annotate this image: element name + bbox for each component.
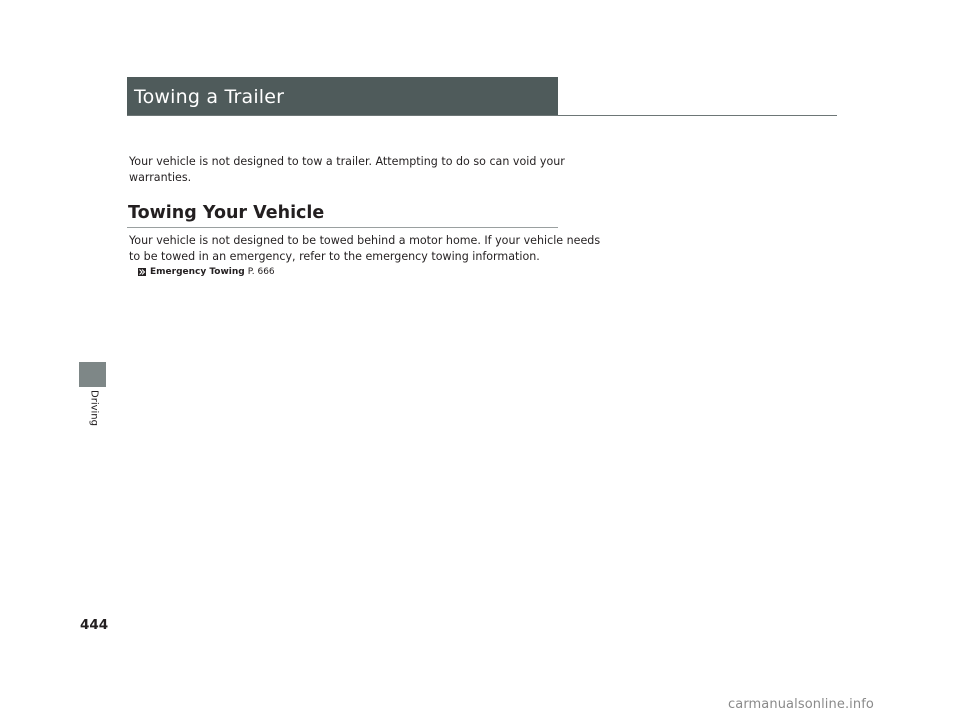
section-heading: Towing Your Vehicle bbox=[128, 203, 325, 223]
intro-paragraph-line-1: Your vehicle is not designed to tow a trailer. Attempting to do so can void your bbox=[129, 155, 565, 168]
cross-reference-page: P. 666 bbox=[247, 267, 275, 277]
watermark: carmanualsonline.info bbox=[728, 697, 874, 712]
intro-paragraph-line-2: warranties. bbox=[129, 171, 192, 184]
section-divider bbox=[127, 227, 558, 228]
chapter-label: Driving bbox=[88, 390, 100, 426]
page-title: Towing a Trailer bbox=[134, 86, 285, 108]
cross-reference-title: Emergency Towing bbox=[150, 267, 245, 277]
page-number: 444 bbox=[80, 617, 109, 633]
chapter-tab bbox=[79, 362, 106, 387]
section-paragraph-line-1: Your vehicle is not designed to be towed behind a motor home. If your vehicle needs bbox=[129, 234, 601, 247]
title-divider bbox=[127, 115, 837, 116]
double-arrow-reference-icon bbox=[138, 268, 146, 276]
section-paragraph-line-2: to be towed in an emergency, refer to the emergency towing information. bbox=[129, 250, 540, 263]
cross-reference-link[interactable] bbox=[138, 266, 275, 278]
section-title-bar bbox=[127, 77, 558, 115]
